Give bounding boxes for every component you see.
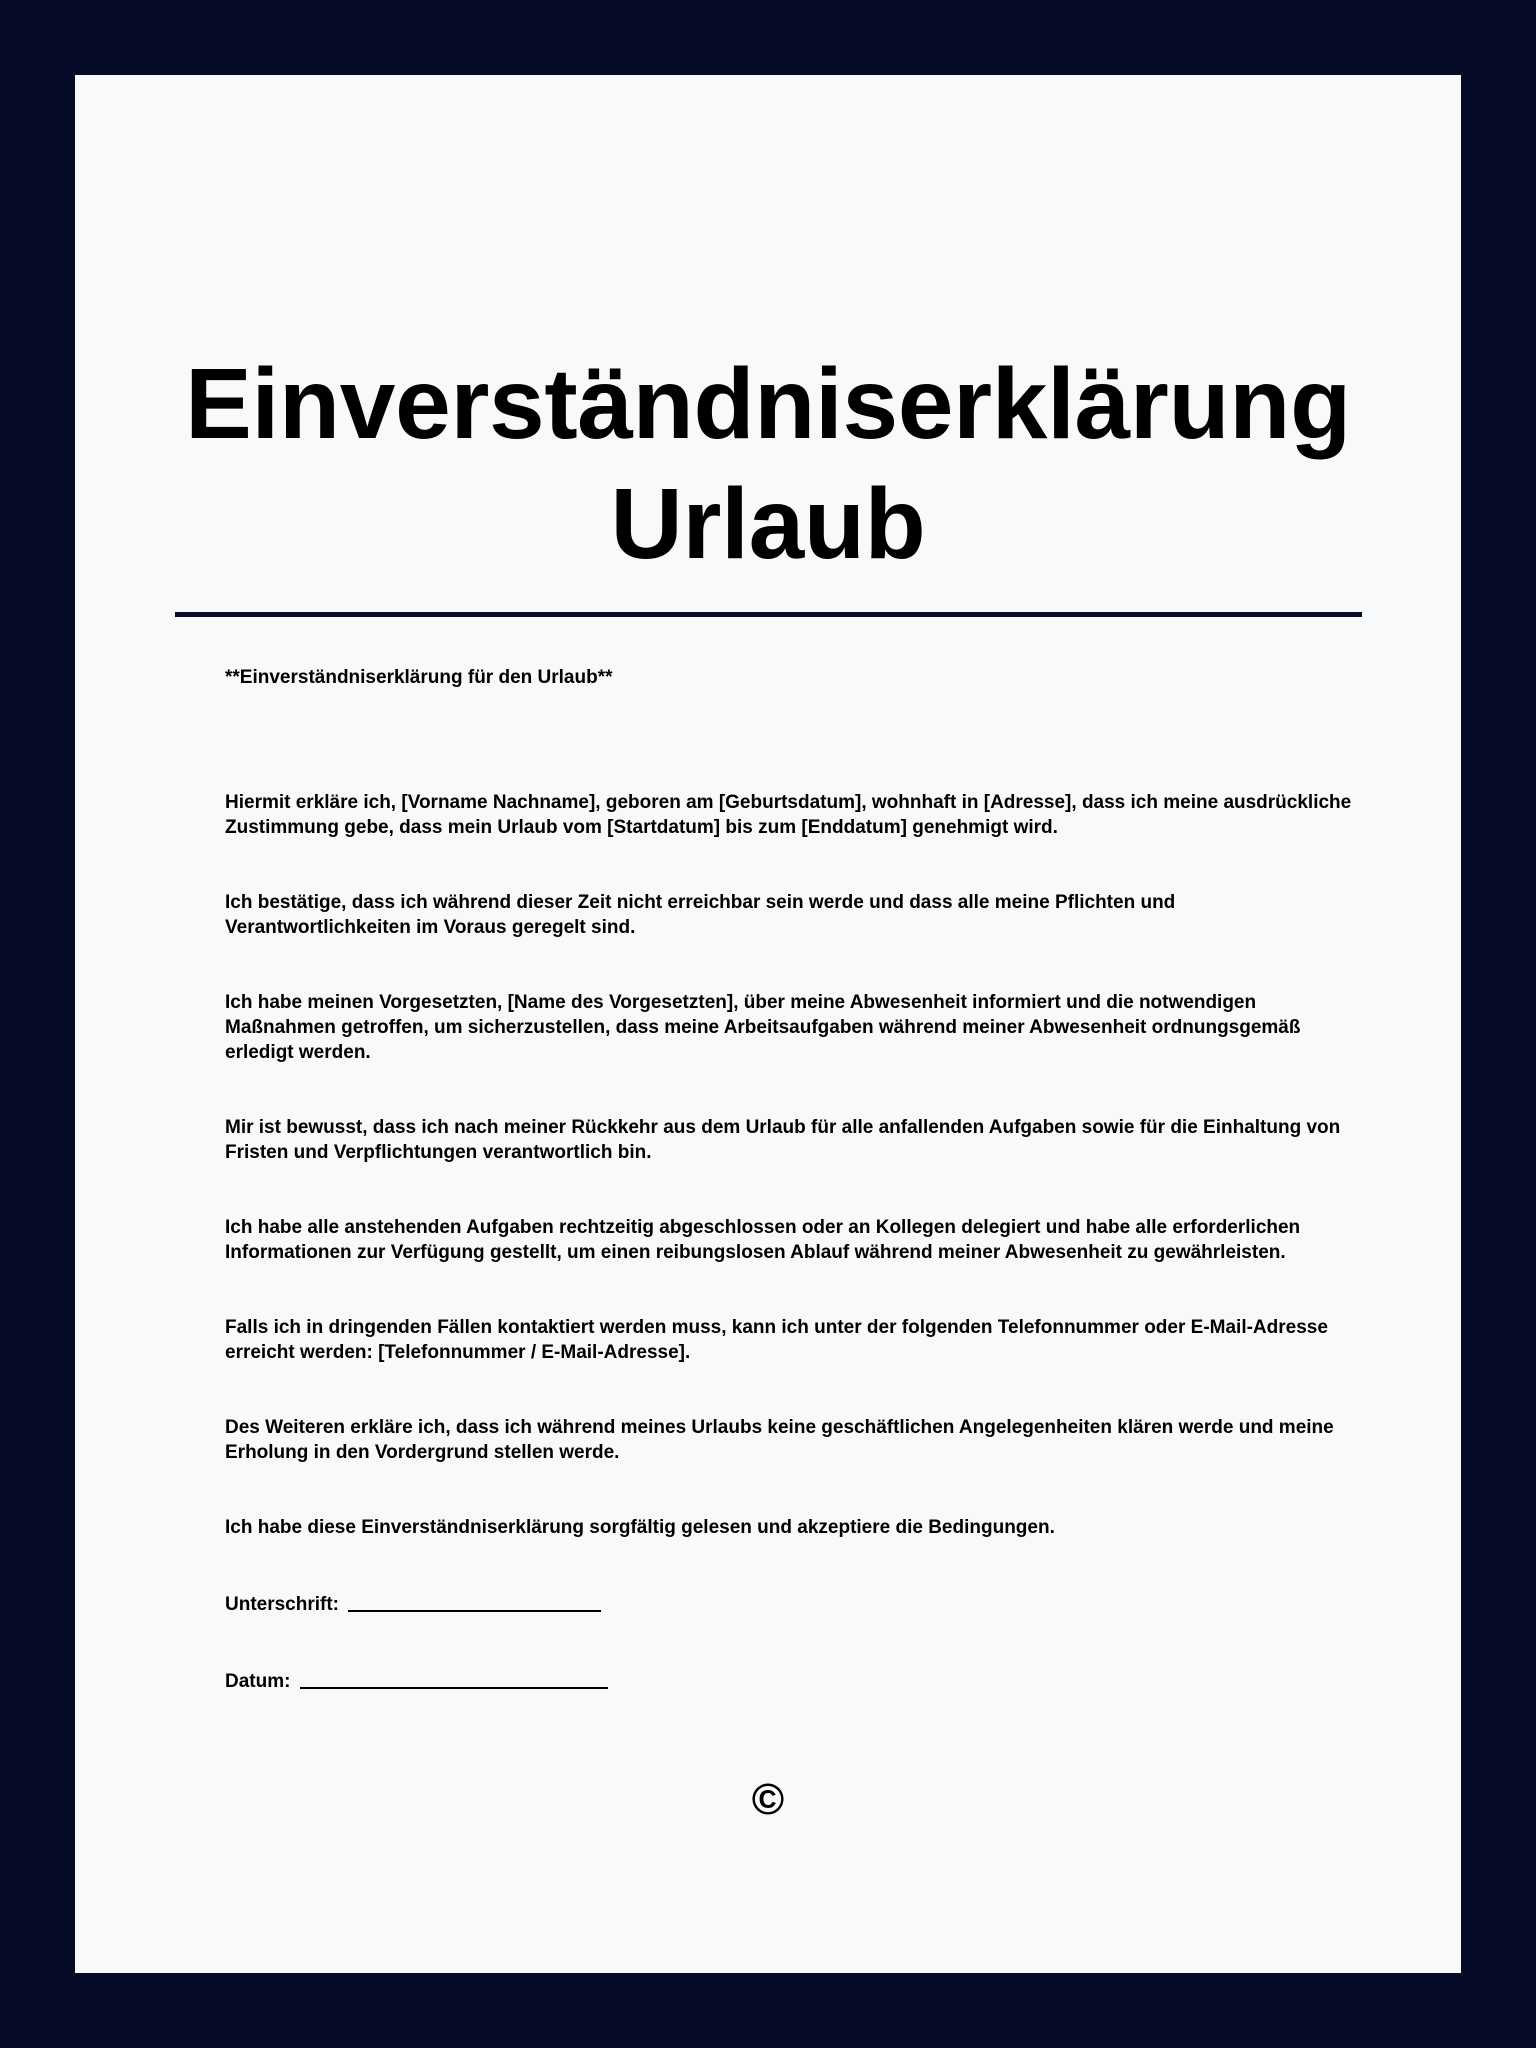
paragraph-unreachable: Ich bestätige, dass ich während dieser Zeit nicht erreichbar sein werde und dass alle meine Pflichten und Verantwortlichkeiten im Voraus geregelt sind. xyxy=(225,892,1176,938)
title-divider xyxy=(175,612,1362,617)
date-row xyxy=(225,1667,1355,1694)
signature-row xyxy=(225,1590,1355,1617)
paragraph-no-business: Des Weiteren erkläre ich, dass ich während meines Urlaubs keine geschäftlichen Angelegenheiten klären werde und meine Erholung in den Vordergrund stellen werde. xyxy=(225,1417,1334,1463)
copyright-icon: © xyxy=(751,1775,785,1824)
paragraph-responsibility: Mir ist bewusst, dass ich nach meiner Rückkehr aus dem Urlaub für alle anfallenden Aufgaben sowie für die Einhaltung von Fristen und Verpflichtungen verantwortlich bin. xyxy=(225,1117,1341,1163)
signature-label: Unterschrift: xyxy=(225,1594,340,1615)
paragraph-consent: Hiermit erkläre ich, [Vorname Nachname], geboren am [Geburtsdatum], wohnhaft in [Adresse], dass ich meine ausdrückliche Zustimmung gebe, dass mein Urlaub vom [Startdatum] bis zum [Enddatum] genehmigt wird. xyxy=(225,792,1352,838)
signature-field[interactable] xyxy=(348,1592,601,1612)
date-label: Datum: xyxy=(225,1671,291,1692)
document-title xyxy=(75,344,1461,584)
document-heading: **Einverständniserklärung für den Urlaub** xyxy=(225,667,613,688)
paragraph-delegation: Ich habe alle anstehenden Aufgaben rechtzeitig abgeschlossen oder an Kollegen delegiert und habe alle erforderlichen Informationen zur Verfügung gestellt, um einen reibungslosen Ablauf während meiner Abwesenheit zu gewährleisten. xyxy=(225,1217,1301,1263)
paragraph-emergency-contact: Falls ich in dringenden Fällen kontaktiert werden muss, kann ich unter der folgenden Telefonnummer oder E-Mail-Adresse erreicht werden: [Telefonnummer / E-Mail-Adresse]. xyxy=(225,1317,1328,1363)
title-line-1: Einverständniserklärung xyxy=(185,348,1351,460)
title-line-2: Urlaub xyxy=(610,468,926,580)
document-body xyxy=(225,665,1355,1694)
document-page xyxy=(75,75,1461,1973)
date-field[interactable] xyxy=(300,1669,608,1689)
paragraph-acceptance: Ich habe diese Einverständniserklärung sorgfältig gelesen und akzeptiere die Bedingungen. xyxy=(225,1517,1055,1538)
paragraph-supervisor: Ich habe meinen Vorgesetzten, [Name des Vorgesetzten], über meine Abwesenheit informiert und die notwendigen Maßnahmen getroffen, um sicherzustellen, dass meine Arbeitsaufgaben während meiner Abwesenheit ordnungsgemäß erledigt werden. xyxy=(225,992,1301,1063)
